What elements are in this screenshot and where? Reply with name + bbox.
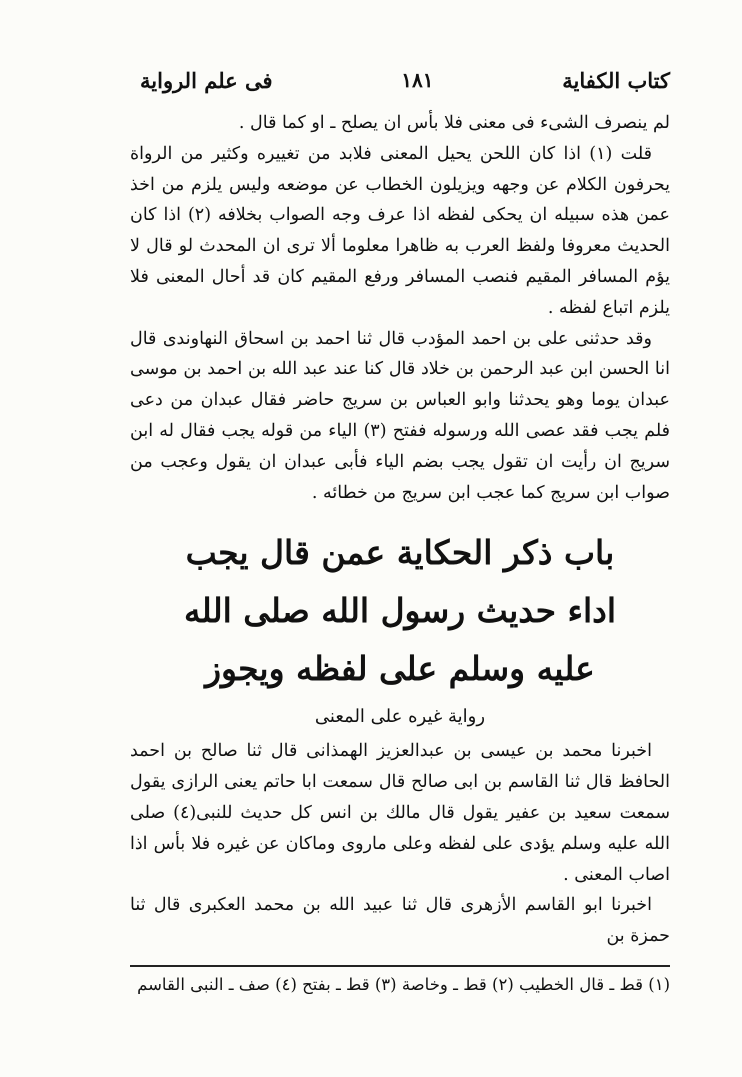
paragraph-1: لم ينصرف الشىء فى معنى فلا بأس ان يصلح ـ او كما قال . bbox=[238, 113, 670, 133]
chapter-title-line: اداء حديث رسول الله صلى الله bbox=[183, 591, 617, 631]
chapter-title-line: عليه وسلم على لفظه ويجوز bbox=[205, 649, 595, 689]
chapter-subtitle: رواية غيره على المعنى bbox=[314, 706, 486, 728]
page-number: ١٨١ bbox=[401, 68, 434, 92]
paragraph-5: اخبرنا ابو القاسم الأزهرى قال ثنا عبيد الله بن محمد العكبرى قال ثنا حمزة بن bbox=[130, 895, 670, 947]
chapter-title bbox=[130, 524, 670, 698]
book-title: كتاب الكفاية bbox=[562, 67, 670, 93]
section-title: فى علم الرواية bbox=[140, 67, 273, 93]
footnotes: (١) قط ـ قال الخطيب (٢) قط ـ وخاصة (٣) قط ـ بفتح (٤) صف ـ النبى القاسم bbox=[137, 975, 670, 994]
paragraph-3: وقد حدثنى على بن احمد المؤدب قال ثنا احمد بن اسحاق النهاوندى قال انا الحسن ابن عبد الرحمن بن خلاد قال كنا عند عبد الله بن احمد بن موسى عبدان يوما وهو يحدثنا وابو العباس بن سريج حاضر فقال عبدان من دعى فلم يجب فقد عصى الله ورسوله ففتح (٣) الياء من قوله يجب فقال له ابن سريج ان رأيت ان تقول يجب بضم الياء فأبى عبدان ان يقول وعجب من صواب ابن سريج كما عجب ابن سريج من خطائه . bbox=[130, 328, 670, 503]
chapter-title-line: باب ذكر الحكاية عمن قال يجب bbox=[185, 533, 615, 573]
running-header bbox=[140, 62, 670, 98]
paragraph-4: اخبرنا محمد بن عيسى بن عبدالعزيز الهمذانى قال ثنا صالح بن احمد الحافظ قال ثنا القاسم بن ابى صالح قال سمعت ابا حاتم يعنى الرازى يقول سمعت سعيد بن عفير يقول قال مالك بن انس كل حديث للنبى(٤) صلى الله عليه وسلم يؤدى على لفظه وعلى ماروى وماكان عن غيره فلا بأس اذا اصاب المعنى . bbox=[130, 741, 671, 885]
paragraph-2: قلت (١) اذا كان اللحن يحيل المعنى فلابد من تغييره وكثير من الرواة يحرفون الكلام عن وجهه ويزيلون الخطاب عن موضعه وليس يلزم من اخذ عمن هذه سبيله ان يحكى لفظه اذا عرف وجه الصواب بخلافه (٢) اذا كان الحديث معروفا ولفظ العرب به ظاهرا معلوما ألا ترى ان المحدث لو قال لا يؤم المسافر المقيم فنصب المسافر ورفع المقيم كان قد أحال المعنى فلا يلزم اتباع لفظه . bbox=[130, 143, 670, 318]
main-text bbox=[130, 108, 670, 952]
footnote-divider bbox=[130, 965, 670, 967]
